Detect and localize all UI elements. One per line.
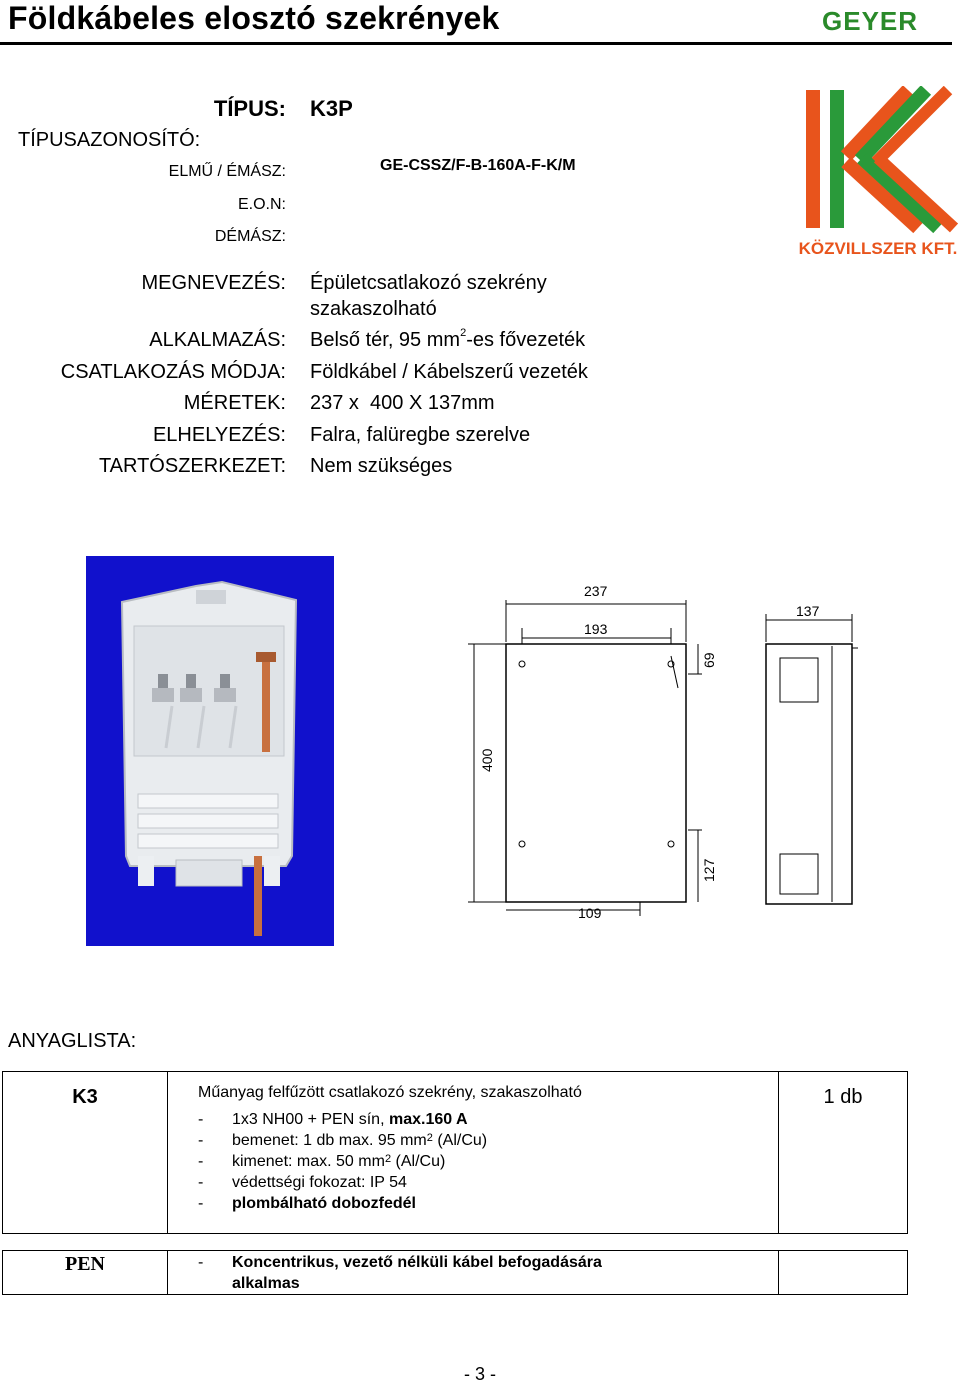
kozvillszer-logo: [798, 86, 958, 261]
tipusazonosito-label: TÍPUSAZONOSÍTÓ:: [18, 129, 201, 151]
spec-value-elhelyezes: Falra, falüregbe szerelve: [310, 424, 531, 446]
spec-label-alkalmazas: ALKALMAZÁS:: [149, 329, 286, 351]
spec-value-meretek: 237 x 400 X 137mm: [310, 392, 495, 414]
list-item: - plombálható dobozfedél: [198, 1195, 416, 1212]
material-table-main: [2, 1071, 908, 1234]
elmu-label: ELMŰ / ÉMÁSZ:: [168, 163, 286, 180]
list-item: - védettségi fokozat: IP 54: [198, 1174, 407, 1191]
dim-height-400: 400: [479, 748, 495, 772]
material-list-title: ANYAGLISTA:: [8, 1030, 137, 1052]
spec-value-tartoszerkezet: Nem szükséges: [310, 455, 453, 477]
material-code: K3: [3, 1072, 168, 1234]
product-photo: [86, 556, 334, 946]
list-item: - kimenet: max. 50 $mm^2$ (Al/Cu): [198, 1153, 446, 1170]
spec-label-elhelyezes: ELHELYEZÉS:: [152, 424, 286, 446]
dim-69: 69: [701, 652, 717, 668]
spec-label-meretek: MÉRETEK:: [183, 392, 286, 414]
pen-code: PEN: [3, 1251, 168, 1295]
dim-127: 127: [701, 858, 717, 882]
partner-logo-text: KÖZVILLSZER KFT.: [798, 239, 958, 258]
dimension-drawing: [466, 576, 866, 920]
cabinet-illustration: [86, 556, 334, 946]
material-table-pen: [2, 1250, 908, 1295]
spec-value-alkalmazas: Belső tér, 95 $mm^2-es$ fővezeték: [310, 327, 586, 351]
page-title: Földkábeles elosztó szekrények: [8, 0, 500, 36]
dim-depth-137: 137: [796, 603, 820, 619]
spec-label-megnevezes: MEGNEVEZÉS:: [141, 272, 286, 294]
dim-109: 109: [578, 905, 602, 920]
geyer-logo-text: GEYER: [822, 6, 919, 36]
tipus-value: K3P: [310, 96, 353, 121]
spec-value-csatlakozas: Földkábel / Kábelszerű vezeték: [310, 361, 588, 383]
pen-qty: [779, 1251, 908, 1295]
geyer-logo: [822, 6, 948, 36]
dim-193: 193: [584, 621, 608, 637]
material-qty: 1 db: [779, 1072, 908, 1234]
list-item: - 1x3 NH00 + PEN sín, max.160 A: [198, 1111, 468, 1128]
demasz-label: DÉMÁSZ:: [214, 228, 286, 245]
header-rule: [0, 42, 952, 45]
spec-value-megnevezes: Épületcsatlakozó szekrény: [310, 272, 547, 294]
list-item: - bemenet: 1 db max. 95 $mm^2$ (Al/Cu): [198, 1132, 488, 1149]
dim-width-237: 237: [584, 583, 608, 599]
elmu-value: GE-CSSZ/F-B-160A-F-K/M: [380, 157, 576, 174]
page-number: - 3 -: [463, 1364, 496, 1384]
spec-value-megnevezes-2: szakaszolható: [310, 298, 437, 320]
spec-label-tartoszerkezet: TARTÓSZERKEZET:: [98, 455, 286, 477]
pen-description-line2: alkalmas: [232, 1275, 300, 1292]
list-item: - Koncentrikus, vezető nélküli kábel befogadására: [198, 1254, 602, 1271]
material-description: Műanyag felfűzött csatlakozó szekrény, szakaszolható: [198, 1084, 582, 1101]
spec-label-csatlakozas: CSATLAKOZÁS MÓDJA:: [60, 361, 286, 383]
tipus-label: TÍPUS:: [213, 96, 286, 121]
material-description-cell: [168, 1072, 779, 1234]
eon-label: E.O.N:: [237, 196, 286, 213]
pen-description-cell: [168, 1251, 779, 1295]
